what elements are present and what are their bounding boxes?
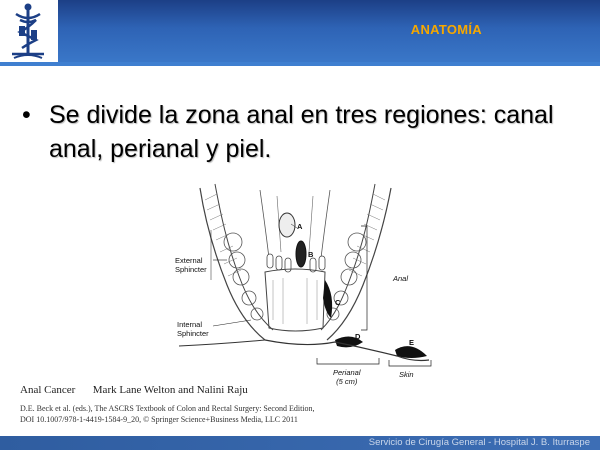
reference-authors: Mark Lane Welton and Nalini Raju xyxy=(92,384,248,396)
label-perianal-line2: (5 cm) xyxy=(336,377,358,386)
label-external-sphincter xyxy=(175,256,207,274)
label-external-line1: External xyxy=(175,256,203,265)
label-perianal xyxy=(333,368,361,386)
reference-heading xyxy=(20,384,248,396)
label-external-line2: Sphincter xyxy=(175,265,207,274)
label-internal-line1: Internal xyxy=(177,320,203,329)
label-skin: Skin xyxy=(399,370,414,379)
label-perianal-line1: Perianal xyxy=(333,368,361,377)
header-divider xyxy=(0,62,600,66)
bullet-dot: • xyxy=(22,101,31,129)
label-d: D xyxy=(355,332,361,341)
hospital-emblem-icon xyxy=(0,0,58,62)
label-a: A xyxy=(297,222,303,231)
label-internal-line2: Sphincter xyxy=(177,329,209,338)
section-title: ANATOMÍA xyxy=(410,22,482,37)
reference-line-2: DOI 10.1007/978-1-4419-1584-9_20, © Springer Science+Business Media, LLC 2011 xyxy=(20,415,298,424)
bullet-text: Se divide la zona anal en tres regiones: canal anal, perianal y piel. xyxy=(49,101,554,163)
label-e: E xyxy=(409,338,415,347)
label-b: B xyxy=(308,250,314,259)
reference-line-1: D.E. Beck et al. (eds.), The ASCRS Textbook of Colon and Rectal Surgery: Second Edition, xyxy=(20,404,315,413)
reference-book-title: Anal Cancer xyxy=(20,384,76,396)
logo xyxy=(0,0,58,62)
anal-anatomy-figure xyxy=(165,180,445,395)
label-c: C xyxy=(335,298,341,307)
anal-canal-diagram xyxy=(165,180,445,395)
footer-text: Servicio de Cirugía General - Hospital J. B. Iturraspe xyxy=(368,437,590,448)
label-anal: Anal xyxy=(393,274,409,283)
header-bar xyxy=(0,0,600,62)
label-internal-sphincter xyxy=(177,320,209,338)
bullet-item xyxy=(22,98,588,166)
footer-bar xyxy=(0,436,600,450)
